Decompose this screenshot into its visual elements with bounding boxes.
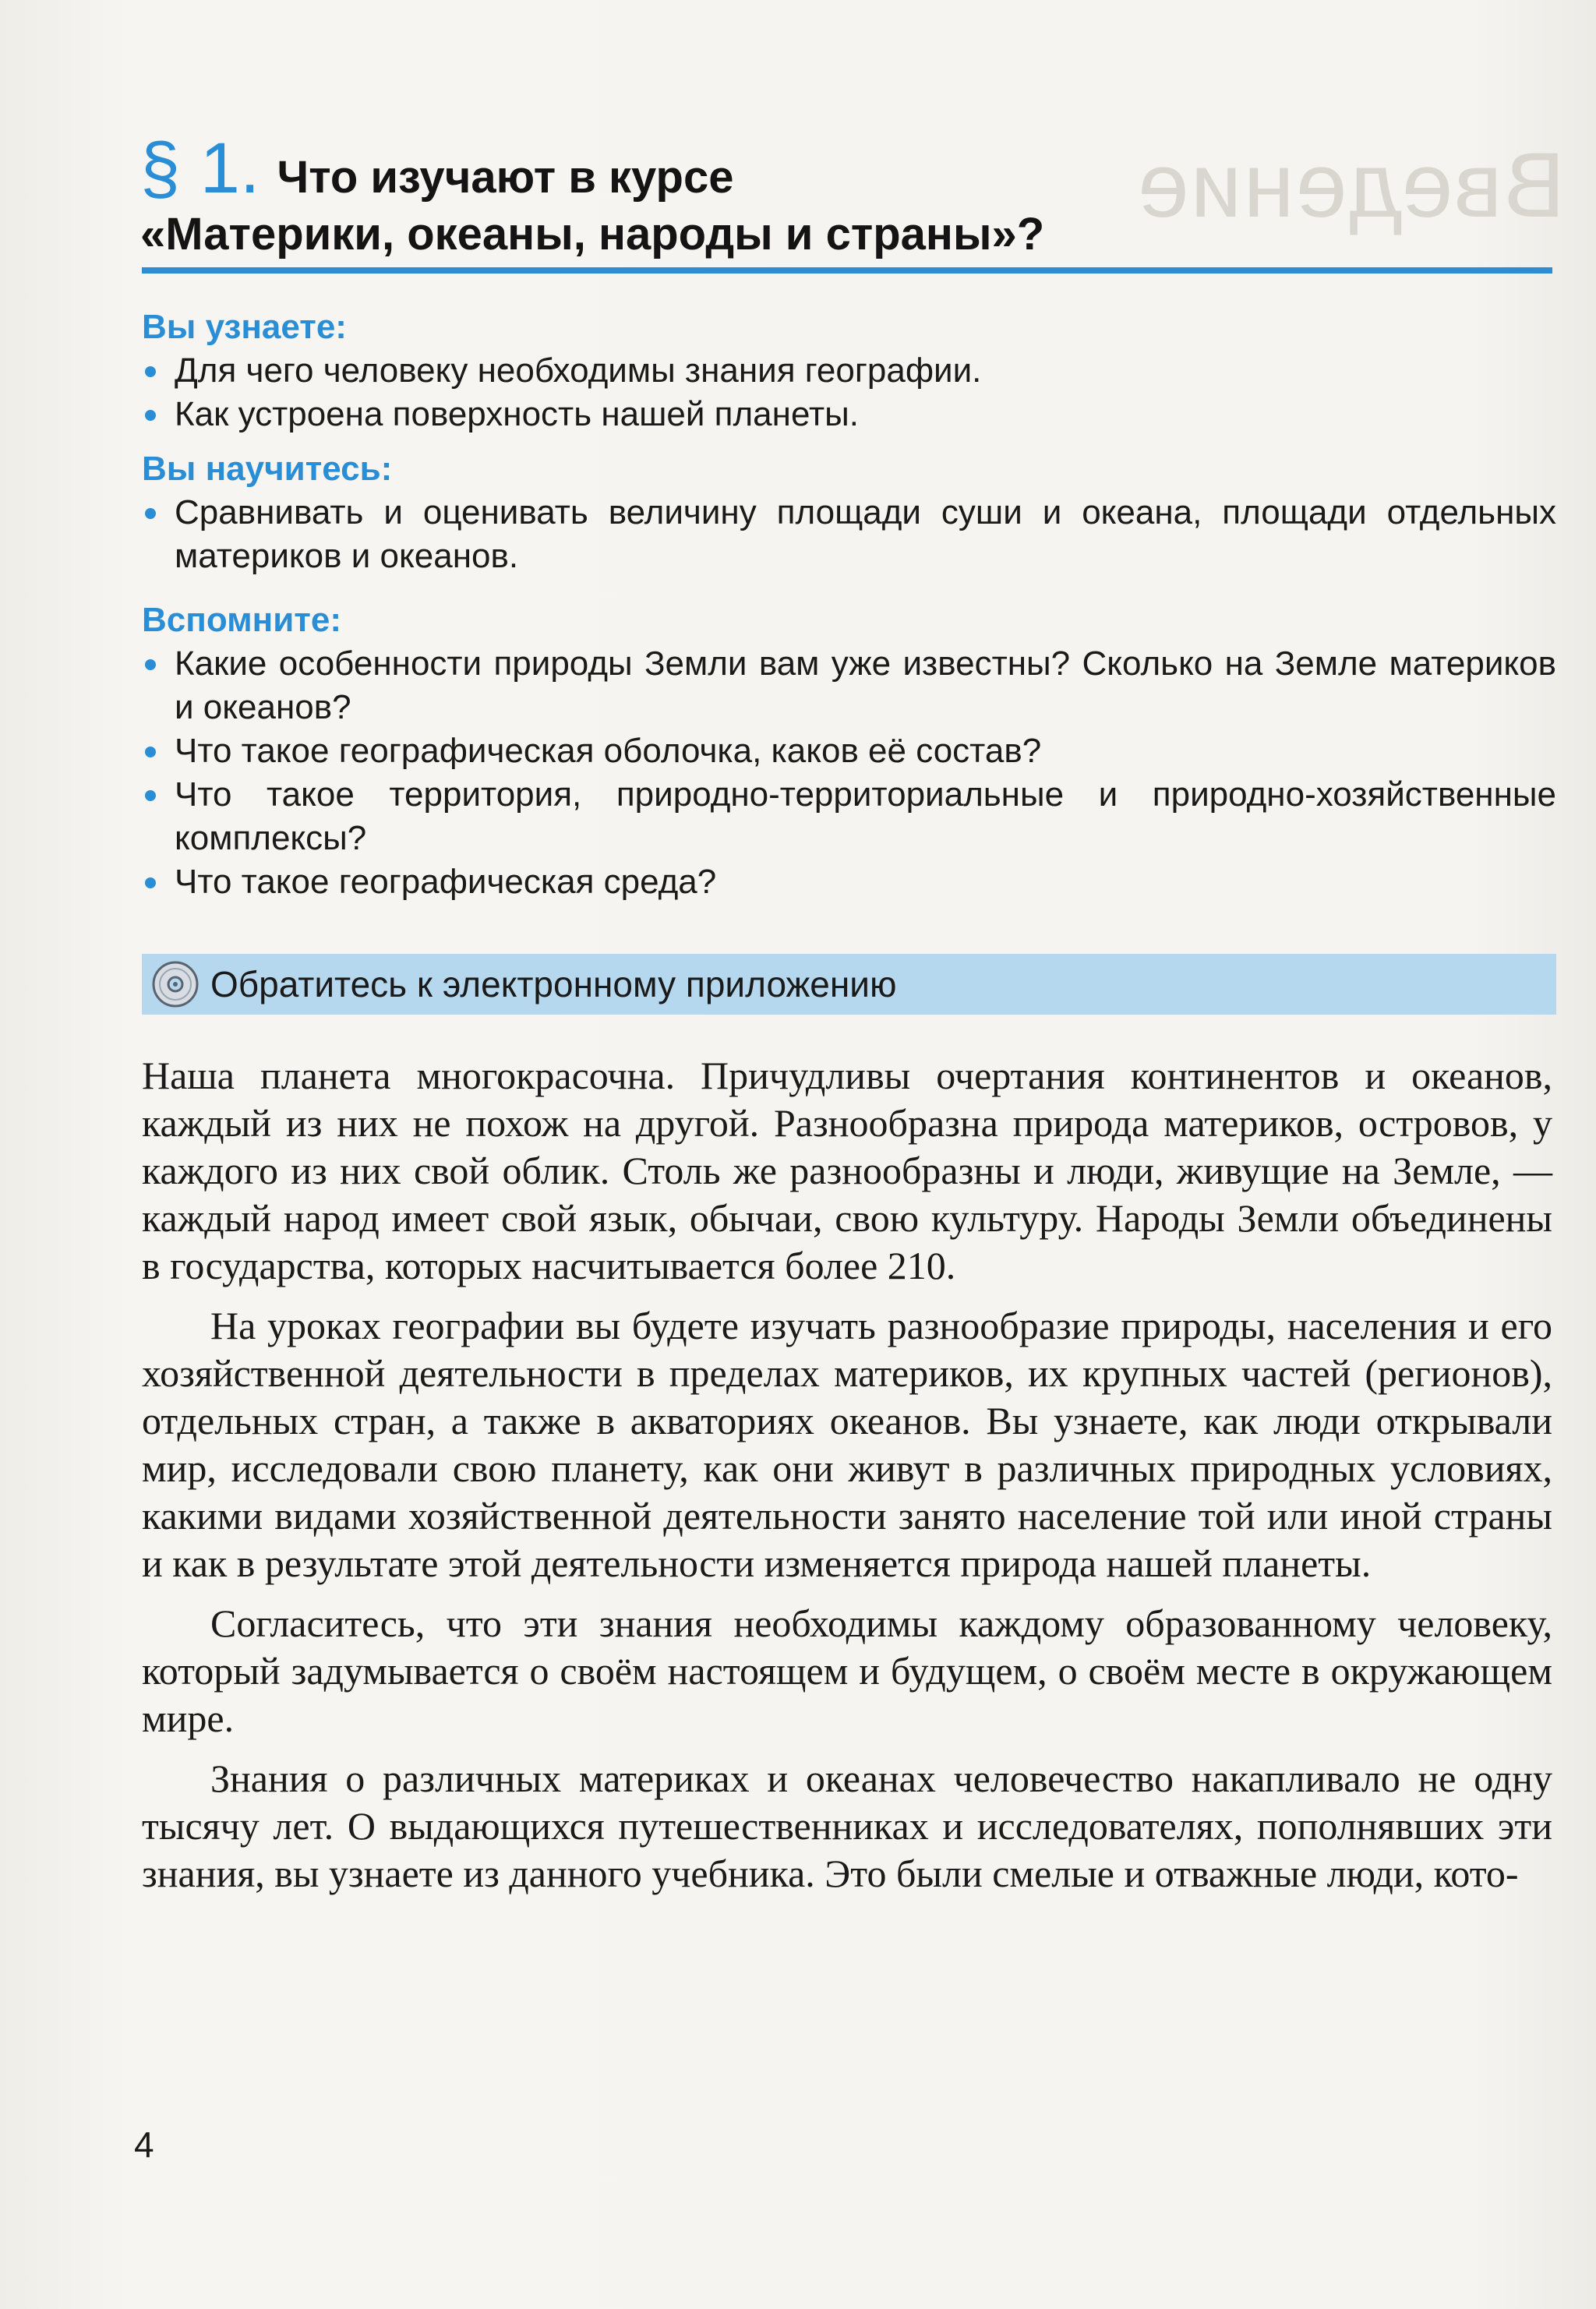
title-text-2: «Материки, океаны, народы и страны»?	[140, 209, 1045, 259]
section-heading-recall: Вспомните:	[142, 601, 341, 639]
lesson-title	[140, 129, 1551, 261]
cd-disc-icon	[151, 960, 200, 1008]
list-item: Что такое территория, природно-территориальные и природно-хозяйственные комплексы?	[142, 773, 1556, 860]
body-paragraph: Согласитесь, что эти знания необходимы каждому образованному человеку, который задумывается о своём настоящем и будущем, о своём месте в окружающем мире.	[142, 1601, 1552, 1740]
title-text-1: Что изучают в курсе	[277, 152, 734, 203]
title-line-1	[140, 129, 1551, 208]
body-paragraph: На уроках географии вы будете изучать разнообразие природы, населения и его хозяйственной деятельности в пределах материков, их крупных частей (регионов), отдельных стран, а также в акваториях океанов. Вы узнаете, как люди открывали мир, исследовали свою планету, как они живут в различных природных условиях, какими видами хозяйственной деятельности занято население той или иной страны и как в результате этой деятельности изменяется природа нашей планеты.	[142, 1304, 1552, 1585]
paragraph-number: § 1.	[140, 129, 260, 208]
title-divider	[142, 267, 1552, 274]
section-heading-skills: Вы научитесь:	[142, 450, 393, 488]
list-item: Как устроена поверхность нашей планеты.	[142, 393, 1556, 436]
list-item: Что такое географическая среда?	[142, 860, 1556, 904]
body-paragraph: Наша планета многокрасочна. Причудливы очертания континентов и океанов, каждый из них не похож на другой. Разнообразна природа материков, островов, у каждого из них свой облик. Столь же разнообразны и люди, живущие на Земле, — каждый народ имеет свой язык, обычаи, свою культуру. Народы Земли объединены в государства, которых насчитывается более 210.	[142, 1054, 1552, 1287]
section-heading-learn: Вы узнаете:	[142, 308, 347, 346]
main-text	[142, 1052, 1552, 1898]
objectives-block	[142, 305, 1556, 904]
bleed-through-header: Введение	[1135, 134, 1565, 237]
electronic-supplement-banner[interactable]	[142, 954, 1556, 1015]
list-item: Что такое географическая оболочка, каков её состав?	[142, 729, 1556, 773]
body-paragraph: Знания о различных материках и океанах человечество накапливало не одну тысячу лет. О выдающихся путешественниках и исследователях, пополнявших эти знания, вы узнаете из данного учебника. Это были смелые и отважные люди, кото-	[142, 1756, 1552, 1895]
list-item: Сравнивать и оценивать величину площади суши и океана, площади отдельных материков и океанов.	[142, 491, 1556, 578]
list-item: Какие особенности природы Земли вам уже известны? Сколько на Земле материков и океанов?	[142, 642, 1556, 729]
electronic-supplement-label: Обратитесь к электронному приложению	[210, 964, 897, 1004]
page-number: 4	[134, 2124, 154, 2165]
list-item: Для чего человеку необходимы знания географии.	[142, 349, 1556, 393]
